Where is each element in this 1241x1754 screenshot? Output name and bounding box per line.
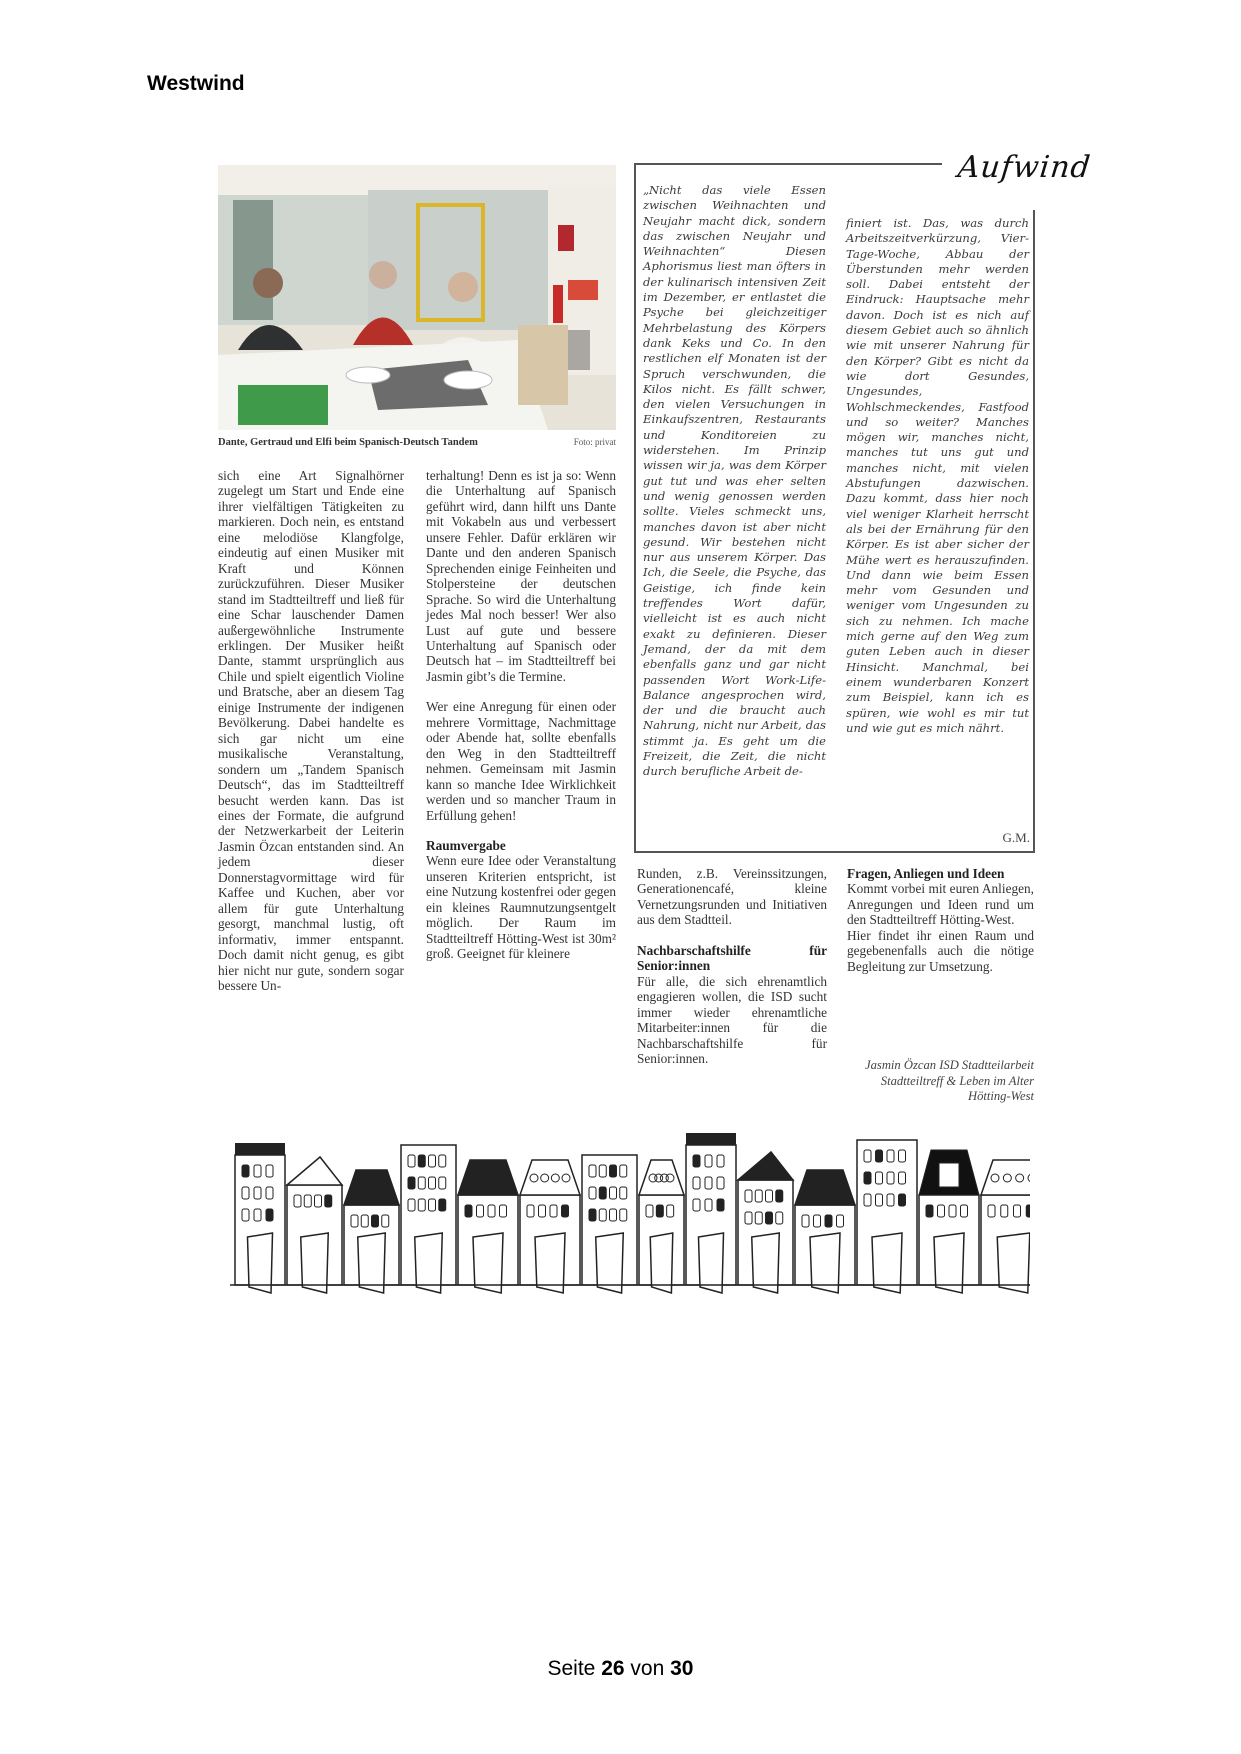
paragraph: Für alle, die sich ehrenamtlich engagieren wollen, die ISD sucht immer wieder ehrenamtliche Mitarbeiter:innen für die Nachbarschaftshilfe für Senior:innen. [637, 973, 827, 1066]
house-door [810, 1233, 840, 1293]
house-window [429, 1177, 436, 1189]
house-window [266, 1187, 273, 1199]
publication-title: Westwind [147, 72, 245, 95]
dormer-window [939, 1163, 959, 1187]
house-window [745, 1212, 752, 1224]
photo-credit: Foto: privat [573, 437, 616, 447]
house-window [408, 1199, 415, 1211]
house-window [408, 1155, 415, 1167]
house-window [266, 1165, 273, 1177]
house-window [745, 1190, 752, 1202]
house-window [372, 1215, 379, 1227]
paragraph: terhaltung! Denn es ist ja so: Wenn die Unterhaltung auf Spanisch geführt wird, dann hilft uns Dante mit Vokabeln aus und verbessert unsere Fehler. Dafür erklären wir Dante und den anderen Spanisch Sprechenden einige Feinheiten und Stolpersteine der deutschen Sprache. So wird die Unterhaltung jedes Mal noch besser! Wer also Lust auf gute und bessere Unterhaltung auf Spanisch oder Deutsch hat – im Stadtteiltreff bei Jasmin gibt’s die Termine. [426, 468, 616, 684]
house-window [814, 1215, 821, 1227]
house-window [610, 1165, 617, 1177]
house-door [473, 1233, 503, 1293]
house-window [667, 1205, 674, 1217]
house-window [408, 1177, 415, 1189]
article-column-2 [426, 468, 616, 962]
house-window [477, 1205, 484, 1217]
house-roof [738, 1152, 793, 1180]
house-door [872, 1233, 902, 1293]
house-window [589, 1165, 596, 1177]
house-window [325, 1195, 332, 1207]
house-window [864, 1172, 871, 1184]
house-window [864, 1150, 871, 1162]
house-window [539, 1205, 546, 1217]
house-window [899, 1172, 906, 1184]
house-window [254, 1209, 261, 1221]
page-footer [0, 1657, 1241, 1681]
house-window [439, 1155, 446, 1167]
aufwind-column-1 [643, 183, 826, 780]
house-window [382, 1215, 389, 1227]
house-window [717, 1155, 724, 1167]
house-window [988, 1205, 995, 1217]
aufwind-column-2 [846, 216, 1029, 736]
house-window [705, 1177, 712, 1189]
house-window [294, 1195, 301, 1207]
current-page: 26 [601, 1657, 625, 1680]
photo-illustration [218, 165, 616, 430]
section-heading-raumvergabe: Raumvergabe [426, 837, 506, 853]
house-window [717, 1177, 724, 1189]
house-window [599, 1209, 606, 1221]
house-window [646, 1205, 653, 1217]
house-window [705, 1155, 712, 1167]
paragraph: finiert ist. Das, was durch Arbeitszeitverkürzung, Vier-Tage-Woche, Abbau der Überstunden mehr werden soll. Dabei entsteht der Eindruck: Hauptsache mehr davon. Doch ist es nich auf diesem Gebiet auch so ähnlich wie mit unserer Nahrung für den Körper? Gibt es nicht da wie dort Gesundes, Ungesundes, Wohlschmeckendes, Fastfood und so weiter? Manches mögen wir, manches nicht, manches tut uns gut und manches nicht, mit vielen Abstufungen dazwischen. Dazu kommt, dass hier noch viel weniger Klarheit herrscht als bei der Ernährung für den Körper. Es ist aber sicher der Mühe wert es herauszufinden. Und dann wie beim Essen mehr vom Gesunden und weniger vom Ungesunden zu sich zu nehmen. Ich mache mich gerne auf den Weg zum guten Leben auch in dieser Hinsicht. Manchmal, bei einem wunderbaren Konzert zum Beispiel, kann ich es spüren, wie wohl es mir tut und wie gut es mich nährt. [846, 216, 1029, 735]
house-door [535, 1233, 565, 1293]
paragraph: Hier findet ihr einen Raum und gegebenenfalls auch die nötige Begleitung zur Umsetzung. [847, 927, 1034, 974]
house-window [418, 1155, 425, 1167]
house-door [248, 1233, 273, 1293]
house-window [254, 1187, 261, 1199]
house-window [620, 1209, 627, 1221]
house-window [488, 1205, 495, 1217]
house-roof [287, 1157, 342, 1185]
house-window [242, 1165, 249, 1177]
paragraph: „Nicht das viele Essen zwischen Weihnachten und Neujahr macht dick, sondern das zwischen Neujahr und Weihnachten“ Diesen Aphorismus liest man öfters in der kulinarisch intensiven Zeit im Dezember, er entlastet die Psyche bei gleichzeitiger Mehrbelastung des Körpers dank Keks und Co. In den restlichen elf Monaten ist der Spruch verschwunden, die Kilos nicht. Es fällt schwer, den vielen Versuchungen in Einkaufszentren, Restaurants und Konditoreien zu widerstehen. Im Prinzip wissen wir ja, was dem Körper gut tut und was eher selten und wenig genossen werden sollte. Vieles schmeckt uns, manches davon ist aber nicht gesund. Wir bestehen nicht nur aus unserem Körper. Das Ich, die Seele, die Psyche, das Geistige, ich finde kein treffendes Wort dafür, vielleicht ist es auch nicht exakt zu definieren. Dieser Jemand, der da mit dem ebenfalls ganz und gar nicht passenden Wort Work-Life-Balance angesprochen wird, der und die braucht auch Nahrung, nicht nur Arbeit, das stimmt ja. Es geht um die Freizeit, die Zeit, die nicht durch berufliche Arbeit de- [643, 183, 826, 779]
house-roof [520, 1160, 580, 1195]
aufwind-signature: G.M. [1002, 830, 1030, 845]
house-window [938, 1205, 945, 1217]
article-photo [218, 165, 616, 430]
house-window [899, 1150, 906, 1162]
box-border-left [634, 163, 636, 853]
house-window [599, 1165, 606, 1177]
section-heading-fragen: Fragen, Anliegen und Ideen [847, 866, 1005, 881]
house-window [599, 1187, 606, 1199]
house-window [429, 1199, 436, 1211]
house-window [926, 1205, 933, 1217]
house-window [351, 1215, 358, 1227]
house-window [693, 1199, 700, 1211]
house-window [315, 1195, 322, 1207]
house-window [776, 1212, 783, 1224]
house-window [837, 1215, 844, 1227]
house-window [500, 1205, 507, 1217]
house-window [562, 1205, 569, 1217]
house-window [527, 1205, 534, 1217]
house-door [301, 1233, 329, 1293]
article-column-3 [637, 866, 827, 1066]
house-window [887, 1172, 894, 1184]
box-border-top [634, 163, 942, 165]
house-window [876, 1172, 883, 1184]
paragraph: Wenn eure Idee oder Veranstaltung unseren Kriterien entspricht, ist eine Nutzung kostenfrei oder gegen ein kleines Raumnutzungsentgelt möglich. Der Raum im Stadtteiltreff Hötting-West ist 30m² groß. Geeignet für kleinere [426, 853, 616, 962]
house-window [961, 1205, 968, 1217]
house-window [755, 1212, 762, 1224]
house-window [887, 1150, 894, 1162]
house-window [876, 1150, 883, 1162]
house-roof [981, 1160, 1030, 1195]
house-window [1014, 1205, 1021, 1217]
house-window [825, 1215, 832, 1227]
house-window [266, 1209, 273, 1221]
house-window [876, 1194, 883, 1206]
house-window [802, 1215, 809, 1227]
house-window [887, 1194, 894, 1206]
total-pages: 30 [670, 1657, 694, 1680]
house-window [439, 1177, 446, 1189]
footer-middle: von [630, 1657, 665, 1680]
paragraph: sich eine Art Signalhörner zugelegt um Start und Ende eine ihrer vielfältigen Tätigkeiten zu markieren. Doch nein, es entstand eine melodiöse Klangfolge, eindeutig auf einen Musiker mit Kraft und Können zurückzuführen. Dieser Musiker stand im Stadtteiltreff und ließ für eine Schar lauschender Damen außergewöhnliche Instrumente erklingen. Der Musiker heißt Dante, stammt ursprünglich aus Chile und spielt eigentlich Violine und Bratsche, aber an diesem Tag einige Instrumente der indigenen Bevölkerung. Dabei handelte es sich gar nicht um eine musikalische Veranstaltung, sondern um „Tandem Spanisch Deutsch“, das im Stadtteiltreff besucht werden kann. Das ist eines der Formate, die aufgrund der Netzwerkarbeit der Leiterin Jasmin Özcan entstanden sind. An jedem dieser Donnerstagvormittage wird für Kaffee und Kuchen, aber vor allem für gute Unterhaltung gesorgt, manchmal lustig, oft informativ, immer entspannt. Doch damit nicht genug, es gibt hier nicht nur gute, sondern sogar bessere Un- [218, 468, 404, 993]
house-window [1001, 1205, 1008, 1217]
article-column-4 [847, 866, 1034, 974]
house-roof [235, 1143, 285, 1155]
house-window [610, 1187, 617, 1199]
house-window [1026, 1205, 1030, 1217]
house-door [699, 1233, 724, 1293]
house-window [242, 1187, 249, 1199]
article-column-1 [218, 468, 404, 993]
house-window [776, 1190, 783, 1202]
house-window [589, 1209, 596, 1221]
house-window [717, 1199, 724, 1211]
house-window [899, 1194, 906, 1206]
house-window [429, 1155, 436, 1167]
house-door [358, 1233, 386, 1293]
caption-text: Dante, Gertraud und Elfi beim Spanisch-Deutsch Tandem [218, 437, 478, 448]
house-window [656, 1205, 663, 1217]
house-window [589, 1187, 596, 1199]
aufwind-logo: Aufwind [956, 150, 1093, 185]
house-window [755, 1190, 762, 1202]
house-window [304, 1195, 311, 1207]
house-door [997, 1233, 1030, 1293]
house-window [242, 1209, 249, 1221]
house-window [693, 1155, 700, 1167]
house-door [415, 1233, 443, 1293]
house-door [650, 1233, 673, 1293]
paragraph: Runden, z.B. Vereinssitzungen, Generationencafé, kleine Vernetzungsrunden und Initiativen aus dem Stadtteil. [637, 866, 827, 928]
footer-prefix: Seite [547, 1657, 596, 1680]
house-window [766, 1212, 773, 1224]
house-window [439, 1199, 446, 1211]
house-window [620, 1165, 627, 1177]
box-border-right [1033, 210, 1035, 853]
house-window [550, 1205, 557, 1217]
house-window [418, 1177, 425, 1189]
house-roof [639, 1160, 684, 1195]
article-author: Jasmin Özcan ISD Stadtteilarbeit Stadtteiltreff & Leben im Alter Hötting-West [865, 1058, 1034, 1103]
house-window [361, 1215, 368, 1227]
house-door [752, 1233, 780, 1293]
house-window [620, 1187, 627, 1199]
house-window [610, 1209, 617, 1221]
house-roof [686, 1133, 736, 1145]
house-window [465, 1205, 472, 1217]
house-window [864, 1194, 871, 1206]
house-roof [795, 1170, 855, 1205]
house-window [949, 1205, 956, 1217]
photo-caption [218, 437, 616, 448]
house-window [766, 1190, 773, 1202]
house-window [254, 1165, 261, 1177]
paragraph: Kommt vorbei mit euren Anliegen, Anregungen und Ideen rund um den Stadtteiltreff Hötting-West. [847, 881, 1034, 928]
house-door [596, 1233, 624, 1293]
paragraph: Wer eine Anregung für einen oder mehrere Vormittage, Nachmittage oder Abende hat, sollte ebenfalls den Weg in den Stadtteiltreff nehmen. Gemeinsam mit Jasmin kann so manche Idee Wirklichkeit werden und so mancher Traum in Erfüllung gehen! [426, 699, 616, 823]
houses-svg [230, 1120, 1030, 1300]
house-window [693, 1177, 700, 1189]
houses-illustration [230, 1120, 1030, 1300]
section-heading-nachbarschaftshilfe: Nachbarschaftshilfe für Senior:innen [637, 942, 827, 974]
box-border-bottom [634, 851, 1035, 853]
house-window [705, 1199, 712, 1211]
house-roof [344, 1170, 399, 1205]
house-window [418, 1199, 425, 1211]
house-roof [458, 1160, 518, 1195]
house-door [934, 1233, 964, 1293]
